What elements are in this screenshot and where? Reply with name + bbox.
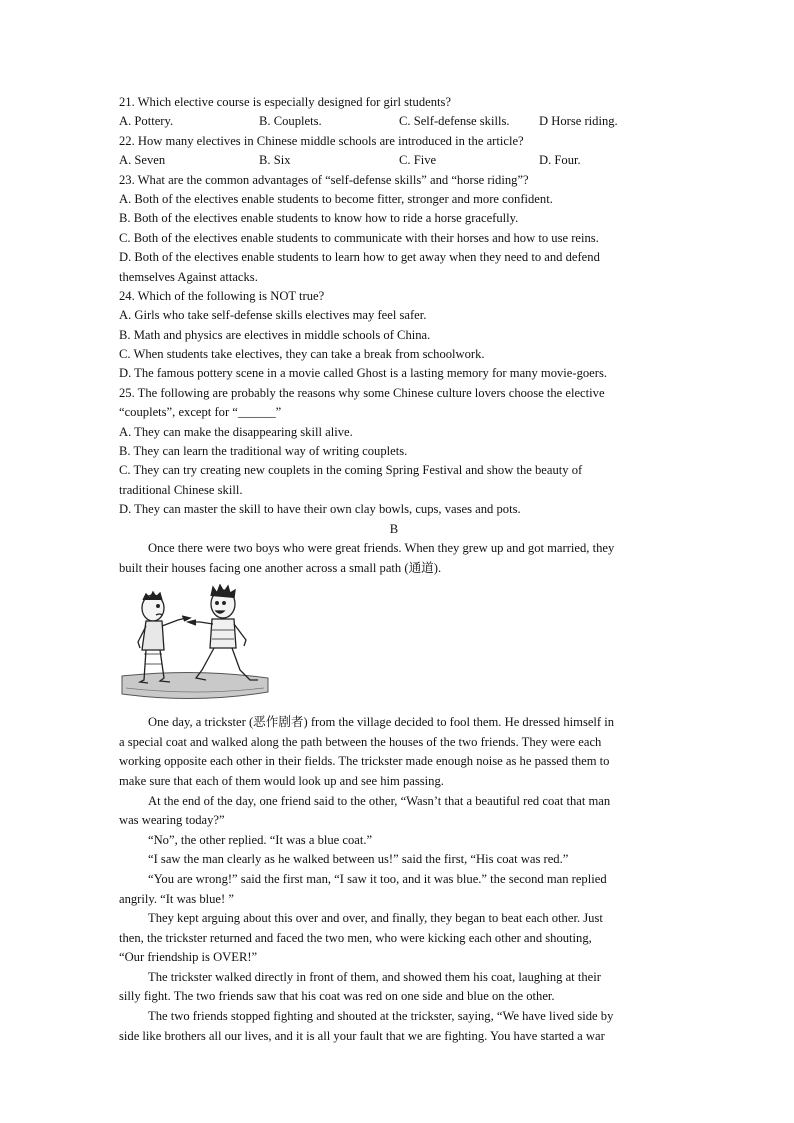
story-line: “Our friendship is OVER!” bbox=[119, 950, 258, 965]
q23-option-b: B. Both of the electives enable students to know how to ride a horse gracefully. bbox=[119, 211, 519, 226]
question-24-stem: 24. Which of the following is NOT true? bbox=[119, 288, 325, 303]
story-line: The trickster walked directly in front of them, and showed them his coat, laughing at their bbox=[148, 969, 601, 984]
illustration-two-men-arguing bbox=[119, 578, 669, 713]
story-line: a special coat and walked along the path between the houses of the two friends. They were each bbox=[119, 734, 602, 749]
q25-option-a: A. They can make the disappearing skill alive. bbox=[119, 424, 353, 439]
question-22-stem: 22. How many electives in Chinese middle schools are introduced in the article? bbox=[119, 133, 524, 148]
question-25-stem-continued: “couplets”, except for “______” bbox=[119, 405, 282, 420]
story-line: One day, a trickster (恶作剧者) from the village decided to fool them. He dressed himself in bbox=[148, 715, 615, 730]
q25-option-d: D. They can master the skill to have their own clay bowls, cups, vases and pots. bbox=[119, 502, 521, 517]
q21-option-c: C. Self-defense skills. bbox=[399, 114, 510, 129]
question-25-stem: 25. The following are probably the reasons why some Chinese culture lovers choose the elective bbox=[119, 385, 605, 400]
q25-option-c: C. They can try creating new couplets in the coming Spring Festival and show the beauty of bbox=[119, 463, 583, 478]
story-line: “I saw the man clearly as he walked between us!” said the first, “His coat was red.” bbox=[148, 852, 569, 867]
story-paragraph-8 bbox=[119, 1007, 669, 1046]
two-men-arguing-cartoon bbox=[120, 584, 270, 706]
intro-line: Once there were two boys who were great friends. When they grew up and got married, they bbox=[148, 540, 615, 555]
q22-option-b: B. Six bbox=[259, 153, 291, 168]
q22-option-d: D. Four. bbox=[539, 153, 581, 168]
story-line: side like brothers all our lives, and it is all your fault that we are fighting. You have started a war bbox=[119, 1028, 605, 1043]
q23-option-d: D. Both of the electives enable students to learn how to get away when they need to and defend bbox=[119, 250, 600, 265]
story-line: “You are wrong!” said the first man, “I saw it too, and it was blue.” the second man replied bbox=[148, 871, 607, 886]
intro-line: built their houses facing one another across a small path (通道). bbox=[119, 560, 442, 575]
q22-option-c: C. Five bbox=[399, 153, 437, 168]
section-b-heading: B bbox=[389, 521, 399, 536]
section-b-intro bbox=[119, 539, 669, 578]
story-paragraph-7 bbox=[119, 968, 669, 1007]
story-line: angrily. “It was blue! ” bbox=[119, 891, 234, 906]
q23-option-c: C. Both of the electives enable students to communicate with their horses and how to use reins. bbox=[119, 230, 599, 245]
story-paragraph-6 bbox=[119, 909, 669, 968]
q24-option-c: C. When students take electives, they can take a break from schoolwork. bbox=[119, 347, 485, 362]
q21-option-a: A. Pottery. bbox=[119, 114, 174, 129]
q22-option-a: A. Seven bbox=[119, 153, 166, 168]
q23-option-d-continued: themselves Against attacks. bbox=[119, 269, 258, 284]
document-content bbox=[119, 93, 669, 1046]
question-21-stem: 21. Which elective course is especially designed for girl students? bbox=[119, 95, 452, 109]
q25-option-c-continued: traditional Chinese skill. bbox=[119, 482, 243, 497]
q24-option-b: B. Math and physics are electives in middle schools of China. bbox=[119, 327, 431, 342]
question-22-options bbox=[119, 151, 669, 170]
story-line: “No”, the other replied. “It was a blue coat.” bbox=[148, 832, 373, 847]
story-paragraph-4 bbox=[119, 850, 669, 870]
story-line: working opposite each other in their fields. The trickster made enough noise as he passed them to bbox=[119, 754, 610, 769]
story-line: silly fight. The two friends saw that his coat was red on one side and blue on the other. bbox=[119, 989, 555, 1004]
q23-option-a: A. Both of the electives enable students to become fitter, stronger and more confident. bbox=[119, 191, 553, 206]
q24-option-a: A. Girls who take self-defense skills electives may feel safer. bbox=[119, 308, 427, 323]
story-paragraph-2 bbox=[119, 792, 669, 831]
q24-option-d: D. The famous pottery scene in a movie called Ghost is a lasting memory for many movie-goers. bbox=[119, 366, 608, 381]
story-paragraph-3 bbox=[119, 831, 669, 851]
story-paragraph-5 bbox=[119, 870, 669, 909]
story-line: They kept arguing about this over and over, and finally, they began to beat each other. Just bbox=[148, 911, 603, 926]
story-line: At the end of the day, one friend said to the other, “Wasn’t that a beautiful red coat that man bbox=[148, 793, 611, 808]
q21-option-d: D Horse riding. bbox=[539, 114, 618, 129]
q21-option-b: B. Couplets. bbox=[259, 114, 322, 129]
story-line: make sure that each of them would look up and see him passing. bbox=[119, 773, 444, 788]
question-23-stem: 23. What are the common advantages of “self-defense skills” and “horse riding”? bbox=[119, 172, 529, 187]
q25-option-b: B. They can learn the traditional way of writing couplets. bbox=[119, 444, 408, 459]
story-line: then, the trickster returned and faced the two men, who were kicking each other and shouting, bbox=[119, 930, 592, 945]
story-line: The two friends stopped fighting and shouted at the trickster, saying, “We have lived side by bbox=[148, 1009, 614, 1024]
story-line: was wearing today?” bbox=[119, 813, 225, 828]
question-21-options bbox=[119, 112, 669, 131]
story-paragraph-1 bbox=[119, 713, 669, 791]
